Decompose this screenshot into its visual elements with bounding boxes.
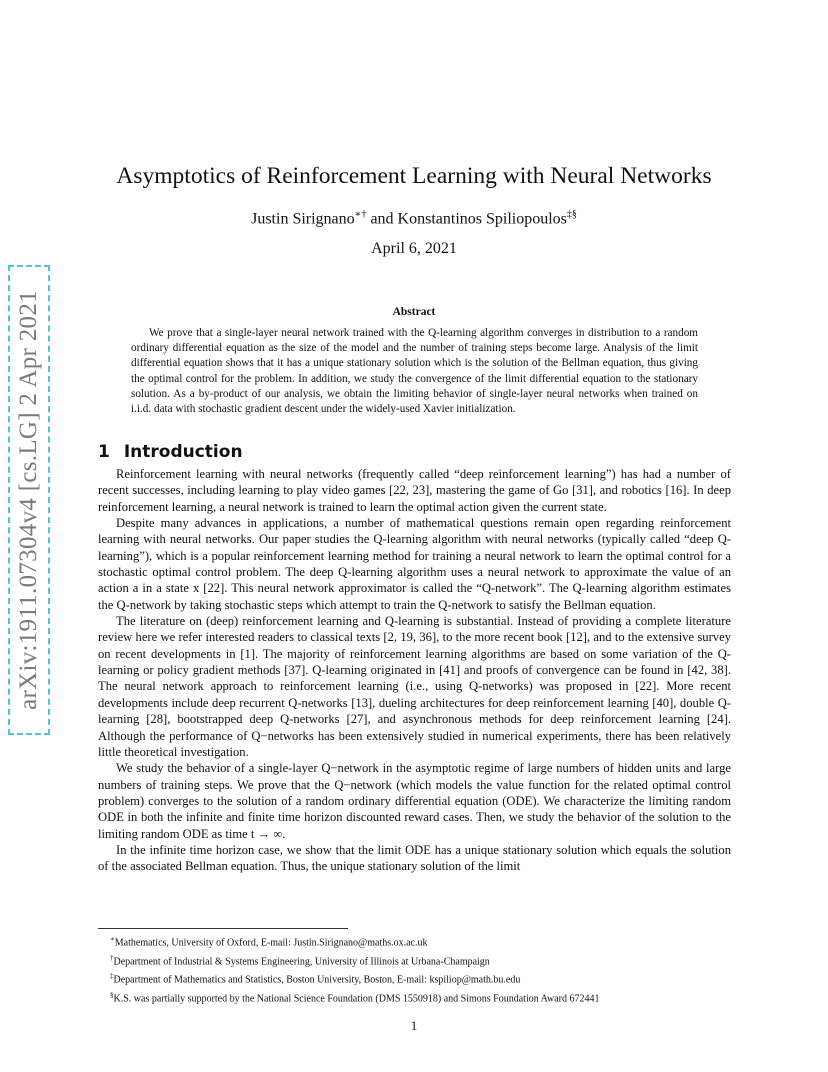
author-affiliation-marks: ∗† (354, 209, 367, 220)
footnote (110, 988, 735, 1007)
body-paragraph: Reinforcement learning with neural networks (frequently called “deep reinforcement learning”) has had a number of recent successes, including learning to play video games [22, 23], mastering the game of Go [31], and robotics [16]. In deep reinforcement learning, a neural network is trained to learn the optimal action given the current state. (98, 467, 731, 514)
author-affiliation-marks: ‡§ (566, 209, 577, 220)
section-heading (98, 442, 243, 462)
footnotes (110, 932, 735, 1007)
body-text (98, 466, 731, 875)
author-line (98, 209, 730, 228)
paper-title: Asymptotics of Reinforcement Learning with Neural Networks (116, 163, 712, 189)
footnote (110, 951, 735, 970)
footnote (110, 969, 735, 988)
body-paragraph: In the infinite time horizon case, we show that the limit ODE has a unique stationary solution which equals the solution of the associated Bellman equation. Thus, the unique stationary solution of the limit (98, 842, 731, 874)
footnote-text: Department of Mathematics and Statistics, Boston University, Boston, E-mail: kspiliop@math.bu.edu (113, 974, 521, 986)
body-paragraph: Despite many advances in applications, a number of mathematical questions remain open regarding reinforcement learning with neural networks. Our paper studies the Q-learning algorithm with neural networks (typically called “deep Q-learning”), which is a popular reinforcement learning method for training a neural network to learn the optimal control for a stochastic optimal control problem. The deep Q-learning algorithm uses a neural network to approximate the value of an action a in a state x [22]. This neural network approximator is called the “Q-network”. The Q-learning algorithm estimates the Q-network by taking stochastic steps which attempt to train the Q-network to satisfy the Bellman equation. (98, 516, 731, 612)
footnote-text: Mathematics, University of Oxford, E-mail: Justin.Sirignano@maths.ox.ac.uk (114, 937, 428, 949)
footnote-mark: § (110, 990, 114, 999)
footnote-mark: ∗ (110, 935, 115, 943)
body-paragraph: The literature on (deep) reinforcement learning and Q-learning is substantial. Instead of providing a complete literature review here we refer interested readers to classical texts [2, 19, 36], to the more recent book [12], and to the extensive survey on recent developments in [1]. The majority of reinforcement learning algorithms are based on some variation of the Q-learning or policy gradient methods [37]. Q-learning originated in [41] and proofs of convergence can be found in [42, 38]. The neural network approach to reinforcement learning (i.e., using Q-networks) was proposed in [22]. More recent developments include deep recurrent Q-networks [13], dueling architectures for deep reinforcement learning [40], double Q-learning [28], bootstrapped deep Q-networks [27], and asynchronous methods for deep reinforcement learning [24]. Although the performance of Q−networks has been extensively studied in numerical experiments, there has been relatively little theoretical investigation. (98, 614, 731, 759)
abstract-text: We prove that a single-layer neural network trained with the Q-learning algorithm converges in distribution to a random ordinary differential equation as the size of the model and the number of training steps become large. Analysis of the limit differential equation shows that it has a unique stationary solution which is the solution of the Bellman equation, thus giving the optimal control for the problem. In addition, we study the convergence of the limit differential equation to the stationary solution. As a by-product of our analysis, we obtain the limiting behavior of single-layer neural networks when trained on i.i.d. data with stochastic gradient descent under the widely-used Xavier initialization. (131, 327, 698, 416)
footnote-mark: ‡ (110, 972, 114, 981)
paper-date: April 6, 2021 (371, 240, 457, 257)
body-paragraph: We study the behavior of a single-layer Q−network in the asymptotic regime of large numbers of hidden units and large numbers of training steps. We prove that the Q−network (which models the value function for the related optimal control problem) converges to the solution of a random ordinary differential equation (ODE). We characterize the limiting random ODE in both the infinite and finite time horizon discounted reward cases. Then, we study the behavior of the solution to the limiting random ODE as time t → ∞. (98, 761, 731, 841)
section-number: 1 (98, 442, 110, 462)
author-name: Justin Sirignano (251, 210, 355, 228)
page-number: 1 (410, 1018, 418, 1033)
footnote (110, 932, 735, 951)
arxiv-identifier: arXiv:1911.07304v4 [cs.LG] 2 Apr 2021 (15, 290, 42, 710)
footnote-text: K.S. was partially supported by the National Science Foundation (DMS 1550918) and Simons Foundation Award 672441 (113, 993, 600, 1005)
section-title: Introduction (123, 442, 243, 462)
footnote-rule (98, 928, 348, 929)
arxiv-stamp (8, 265, 50, 735)
footnote-mark: † (110, 953, 114, 962)
author-name: and Konstantinos Spiliopoulos (370, 210, 567, 228)
abstract-heading: Abstract (392, 306, 436, 318)
footnote-text: Department of Industrial & Systems Engineering, University of Illinois at Urbana-Champaign (113, 955, 490, 967)
